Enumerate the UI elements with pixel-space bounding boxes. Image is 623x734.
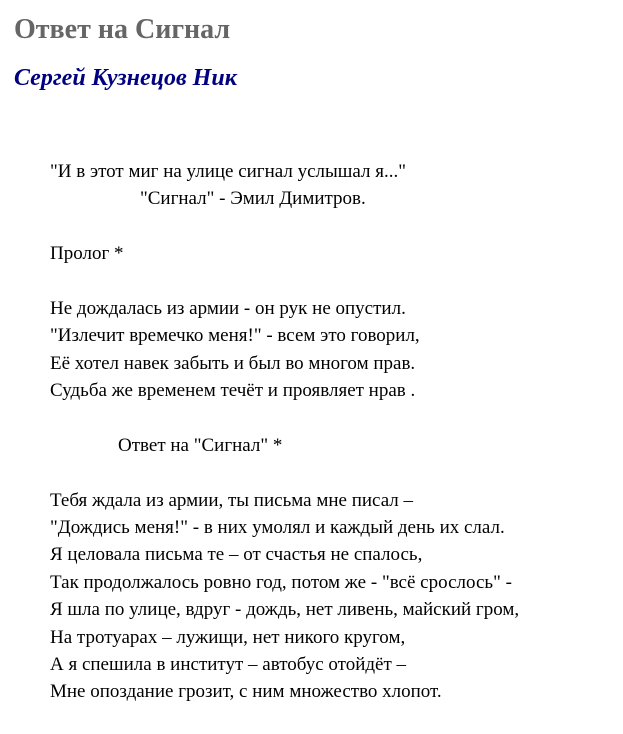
stanza-spacer xyxy=(50,459,618,486)
answer-line: Я целовала письма те – от счастья не спалось, xyxy=(50,544,423,566)
answer-line: Мне опоздание грозит, с ним множество хлопот. xyxy=(50,681,442,703)
answer-line: Тебя ждала из армии, ты письма мне писал – xyxy=(50,489,414,511)
answer-line: На тротуарах – лужищи, нет никого кругом, xyxy=(50,626,406,648)
answer-line: Так продолжалось ровно год, потом же - "всё срослось" - xyxy=(50,571,512,593)
answer-line: А я спешила в институт – автобус отойдёт – xyxy=(50,654,407,676)
stanza-spacer xyxy=(50,268,618,295)
prologue-line: Не дождалась из армии - он рук не опустил. xyxy=(50,297,406,319)
prologue-heading: Пролог * xyxy=(50,243,124,265)
answer-heading: Ответ на "Сигнал" * xyxy=(118,434,283,456)
answer-line: "Дождись меня!" - в них умолял и каждый день их слал. xyxy=(50,517,505,539)
stanza-spacer xyxy=(50,213,618,240)
stanza-spacer xyxy=(50,405,618,432)
epigraph-source: "Сигнал" - Эмил Димитров. xyxy=(140,188,366,210)
page-title: Ответ на Сигнал xyxy=(14,14,231,45)
prologue-line: Судьба же временем течёт и проявляет нрав . xyxy=(50,380,416,402)
prologue-line: Её хотел навек забыть и был во многом прав. xyxy=(50,352,416,374)
author-name: Сергей Кузнецов Ник xyxy=(14,65,237,91)
answer-line: Я шла по улице, вдруг - дождь, нет ливень, майский гром, xyxy=(50,599,520,621)
prologue-line: "Излечит времечко меня!" - всем это говорил, xyxy=(50,325,420,347)
poem-body xyxy=(50,158,618,706)
epigraph-quote: "И в этот миг на улице сигнал услышал я..." xyxy=(50,161,406,182)
